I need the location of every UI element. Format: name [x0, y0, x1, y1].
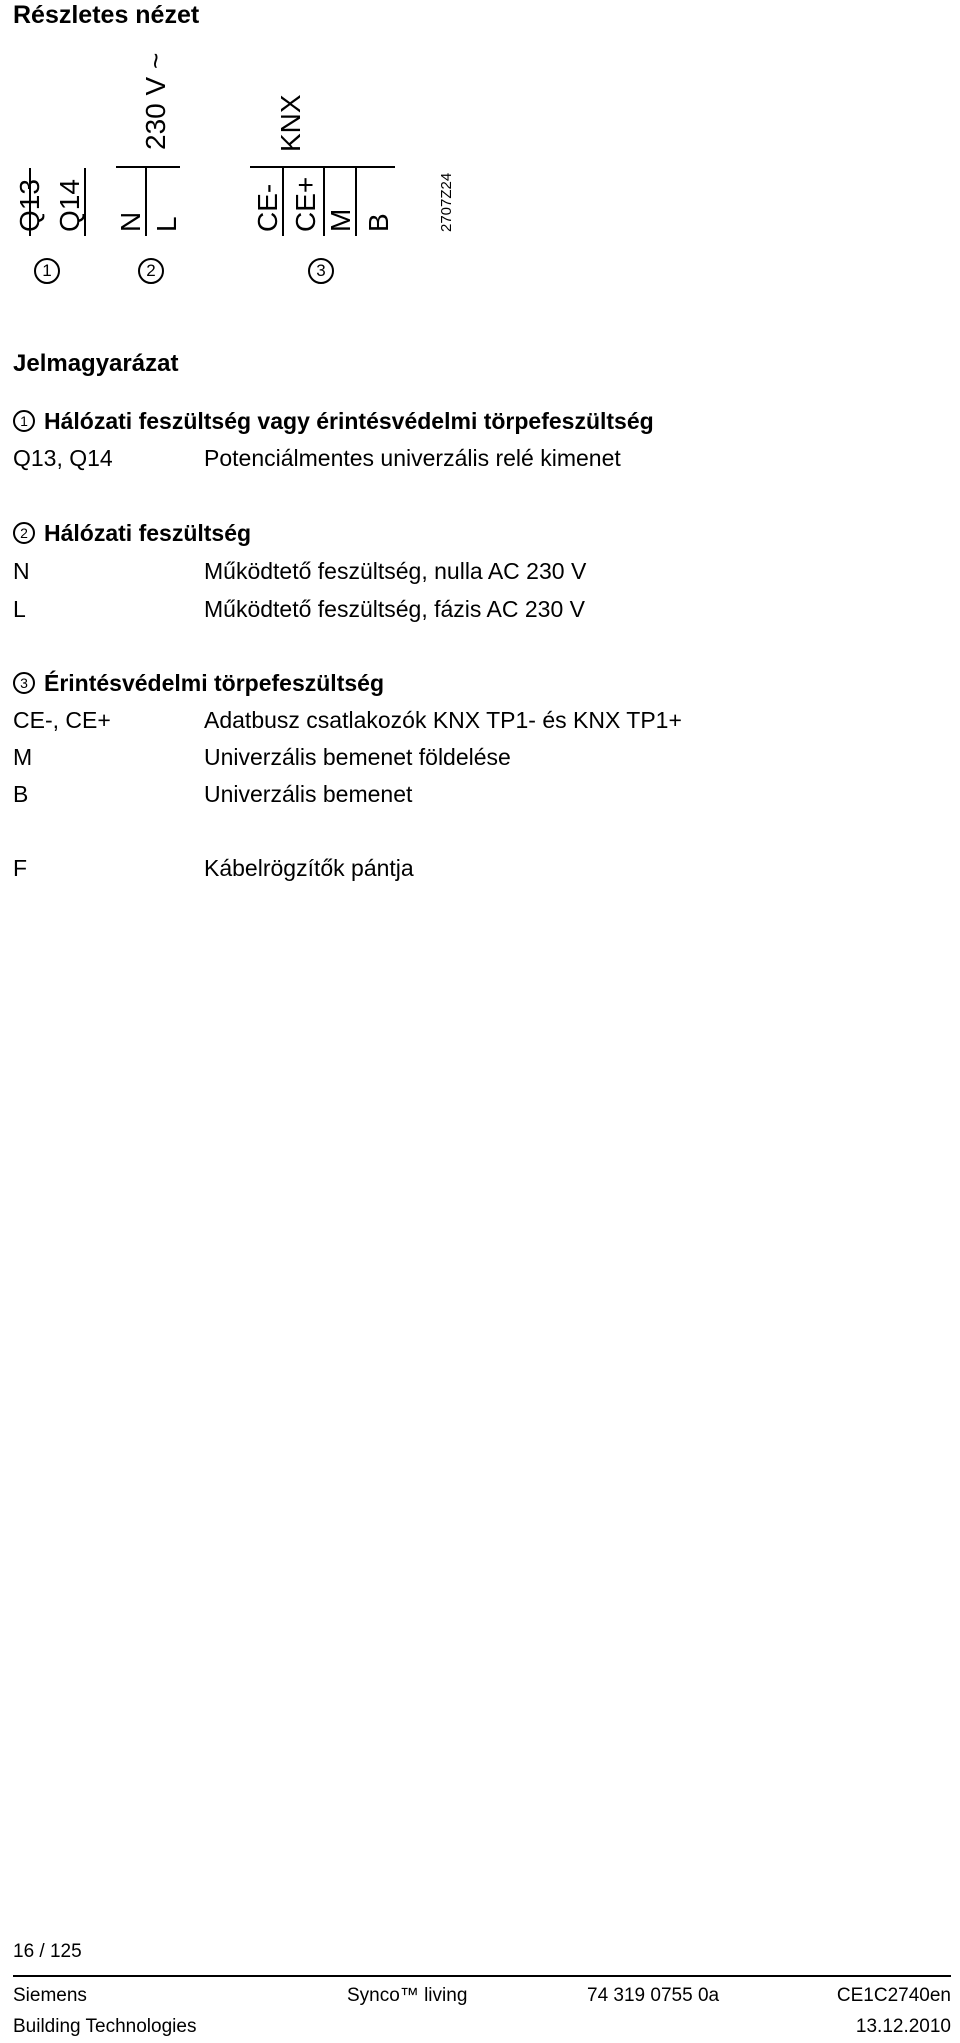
terminal-label-b: B	[363, 213, 394, 232]
footer-company: Siemens	[13, 1985, 87, 2006]
circled-marker-3: 3	[308, 258, 334, 284]
page-title: Részletes nézet	[13, 1, 200, 29]
page-number: 16 / 125	[13, 1941, 82, 1962]
footer-date: 13.12.2010	[855, 2016, 951, 2037]
legend-code: L	[13, 596, 26, 622]
circled-marker-2: 2	[138, 258, 164, 284]
legend-description: Univerzális bemenet	[204, 781, 413, 807]
legend-group-heading-text: Érintésvédelmi törpefeszültség	[44, 670, 384, 696]
terminal-label-ce-minus: CE-	[252, 183, 283, 232]
legend-group-heading	[13, 518, 251, 548]
legend-description: Adatbusz csatlakozók KNX TP1- és KNX TP1+	[204, 707, 682, 733]
legend-code: N	[13, 558, 30, 584]
terminal-label-q13: Q13	[14, 179, 45, 232]
circled-marker-1: 1	[34, 258, 60, 284]
footer-product: Synco™ living	[347, 1985, 468, 2006]
group-header-knx: KNX	[275, 94, 306, 152]
terminal-label-ce-plus: CE+	[290, 176, 321, 232]
terminal-label-l: L	[151, 216, 182, 232]
footer-doc-code: CE1C2740en	[836, 1985, 951, 2006]
circled-marker-2: 2	[13, 522, 35, 544]
circled-marker-1: 1	[13, 410, 35, 432]
legend-description: Működtető feszültség, fázis AC 230 V	[204, 596, 585, 622]
legend-group-heading	[13, 406, 654, 436]
legend-description: Univerzális bemenet földelése	[204, 744, 511, 770]
legend-code: CE-, CE+	[13, 707, 111, 733]
legend-description: Kábelrögzítők pántja	[204, 855, 414, 881]
legend-description: Működtető feszültség, nulla AC 230 V	[204, 558, 587, 584]
terminal-label-q14: Q14	[54, 179, 85, 232]
legend-group-heading-text: Hálózati feszültség	[44, 520, 252, 546]
legend-code: F	[13, 855, 28, 881]
circled-marker-3: 3	[13, 672, 35, 694]
terminal-diagram	[0, 40, 480, 240]
terminal-label-m: M	[325, 208, 356, 232]
legend-code: M	[13, 744, 33, 770]
terminal-label-n: N	[115, 211, 146, 232]
legend-group-heading	[13, 668, 384, 698]
footer-doc-number: 74 319 0755 0a	[587, 1985, 720, 2006]
group-header-230v: 230 V ~	[140, 52, 171, 150]
legend-title: Jelmagyarázat	[13, 350, 179, 377]
figure-id: 2707Z24	[438, 172, 455, 232]
footer-divider	[13, 1975, 951, 1977]
legend-code: Q13, Q14	[13, 445, 113, 471]
footer-division: Building Technologies	[13, 2016, 197, 2037]
legend-group-heading-text: Hálózati feszültség vagy érintésvédelmi törpefeszültség	[44, 408, 654, 434]
legend-code: B	[13, 781, 29, 807]
legend-description: Potenciálmentes univerzális relé kimenet	[204, 445, 621, 471]
